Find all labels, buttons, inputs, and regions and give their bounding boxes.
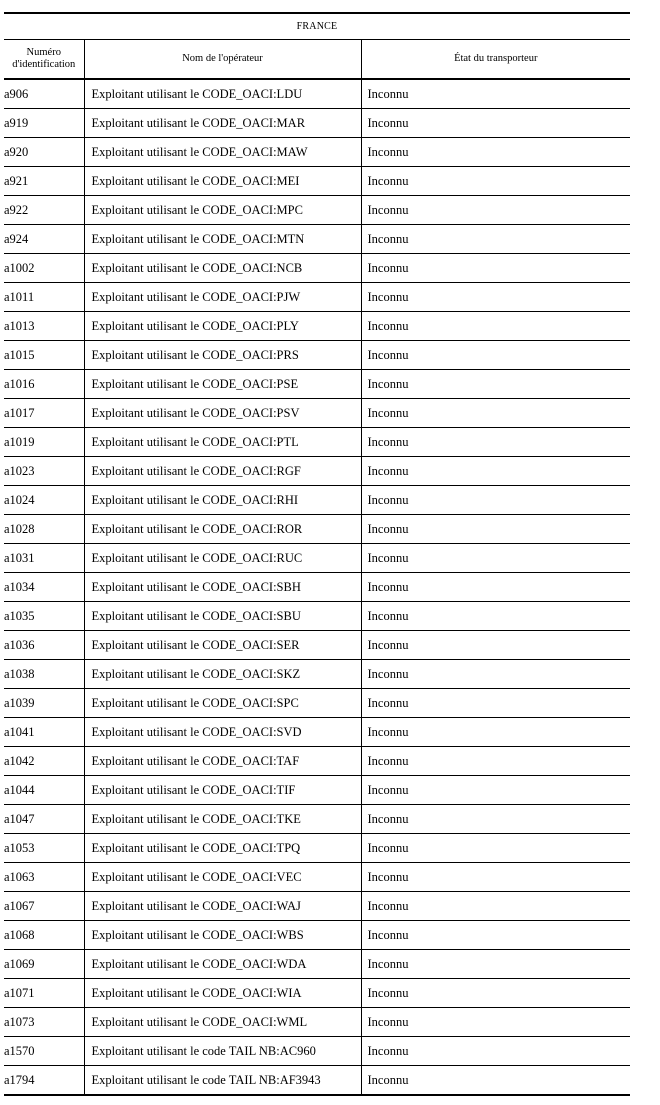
row-operator-cell: Exploitant utilisant le CODE_OACI:PSE [84, 370, 361, 399]
row-operator-cell: Exploitant utilisant le CODE_OACI:PJW [84, 283, 361, 312]
table-row [4, 515, 630, 544]
row-state-cell: Inconnu [361, 747, 630, 776]
table-row [4, 457, 630, 486]
row-operator-cell: Exploitant utilisant le CODE_OACI:MTN [84, 225, 361, 254]
row-operator-cell: Exploitant utilisant le CODE_OACI:PTL [84, 428, 361, 457]
table-row [4, 486, 630, 515]
row-state-cell: Inconnu [361, 834, 630, 863]
row-state-cell: Inconnu [361, 921, 630, 950]
row-operator-cell: Exploitant utilisant le CODE_OACI:WAJ [84, 892, 361, 921]
row-operator-cell: Exploitant utilisant le CODE_OACI:PSV [84, 399, 361, 428]
row-operator-cell: Exploitant utilisant le CODE_OACI:WBS [84, 921, 361, 950]
row-operator-cell: Exploitant utilisant le CODE_OACI:PRS [84, 341, 361, 370]
row-state-cell: Inconnu [361, 689, 630, 718]
header-id: Numéro d'identification [4, 40, 84, 80]
row-operator-cell: Exploitant utilisant le CODE_OACI:RUC [84, 544, 361, 573]
table-row [4, 312, 630, 341]
row-id-cell: a1013 [4, 312, 84, 341]
row-operator-cell: Exploitant utilisant le CODE_OACI:WIA [84, 979, 361, 1008]
row-operator-cell: Exploitant utilisant le CODE_OACI:MAW [84, 138, 361, 167]
row-state-cell: Inconnu [361, 138, 630, 167]
row-operator-cell: Exploitant utilisant le CODE_OACI:MAR [84, 109, 361, 138]
table-row [4, 167, 630, 196]
row-state-cell: Inconnu [361, 1066, 630, 1096]
row-state-cell: Inconnu [361, 225, 630, 254]
row-id-cell: a1028 [4, 515, 84, 544]
row-state-cell: Inconnu [361, 399, 630, 428]
header-state: État du transporteur [361, 40, 630, 80]
row-id-cell: a1570 [4, 1037, 84, 1066]
row-state-cell: Inconnu [361, 370, 630, 399]
row-state-cell: Inconnu [361, 602, 630, 631]
table-row [4, 399, 630, 428]
row-operator-cell: Exploitant utilisant le CODE_OACI:MEI [84, 167, 361, 196]
table-row [4, 950, 630, 979]
row-id-cell: a1034 [4, 573, 84, 602]
row-id-cell: a1069 [4, 950, 84, 979]
row-id-cell: a1044 [4, 776, 84, 805]
row-operator-cell: Exploitant utilisant le CODE_OACI:RGF [84, 457, 361, 486]
row-state-cell: Inconnu [361, 892, 630, 921]
table-row [4, 283, 630, 312]
row-state-cell: Inconnu [361, 457, 630, 486]
row-state-cell: Inconnu [361, 776, 630, 805]
row-state-cell: Inconnu [361, 79, 630, 109]
row-id-cell: a924 [4, 225, 84, 254]
row-state-cell: Inconnu [361, 1037, 630, 1066]
row-id-cell: a1002 [4, 254, 84, 283]
row-operator-cell: Exploitant utilisant le CODE_OACI:RHI [84, 486, 361, 515]
row-state-cell: Inconnu [361, 486, 630, 515]
row-state-cell: Inconnu [361, 341, 630, 370]
table-row [4, 979, 630, 1008]
row-id-cell: a906 [4, 79, 84, 109]
row-state-cell: Inconnu [361, 950, 630, 979]
header-row [4, 40, 630, 80]
row-id-cell: a919 [4, 109, 84, 138]
row-state-cell: Inconnu [361, 312, 630, 341]
row-operator-cell: Exploitant utilisant le CODE_OACI:SVD [84, 718, 361, 747]
table-row [4, 254, 630, 283]
row-state-cell: Inconnu [361, 109, 630, 138]
table-row [4, 428, 630, 457]
row-state-cell: Inconnu [361, 196, 630, 225]
row-id-cell: a921 [4, 167, 84, 196]
row-operator-cell: Exploitant utilisant le CODE_OACI:SBU [84, 602, 361, 631]
row-operator-cell: Exploitant utilisant le CODE_OACI:SER [84, 631, 361, 660]
table-row [4, 718, 630, 747]
row-state-cell: Inconnu [361, 283, 630, 312]
table-body [4, 79, 630, 1095]
row-operator-cell: Exploitant utilisant le CODE_OACI:TPQ [84, 834, 361, 863]
row-id-cell: a1053 [4, 834, 84, 863]
table-row [4, 631, 630, 660]
row-operator-cell: Exploitant utilisant le CODE_OACI:TAF [84, 747, 361, 776]
table-row [4, 921, 630, 950]
row-id-cell: a1023 [4, 457, 84, 486]
row-operator-cell: Exploitant utilisant le CODE_OACI:TKE [84, 805, 361, 834]
row-state-cell: Inconnu [361, 167, 630, 196]
table-row [4, 370, 630, 399]
table-row [4, 776, 630, 805]
row-operator-cell: Exploitant utilisant le CODE_OACI:MPC [84, 196, 361, 225]
header-operator: Nom de l'opérateur [84, 40, 361, 80]
row-id-cell: a1073 [4, 1008, 84, 1037]
table-row [4, 660, 630, 689]
row-id-cell: a1047 [4, 805, 84, 834]
row-state-cell: Inconnu [361, 428, 630, 457]
row-state-cell: Inconnu [361, 1008, 630, 1037]
row-id-cell: a1024 [4, 486, 84, 515]
row-state-cell: Inconnu [361, 979, 630, 1008]
country-row [4, 13, 630, 40]
row-state-cell: Inconnu [361, 515, 630, 544]
row-operator-cell: Exploitant utilisant le CODE_OACI:VEC [84, 863, 361, 892]
row-id-cell: a1036 [4, 631, 84, 660]
row-operator-cell: Exploitant utilisant le CODE_OACI:SBH [84, 573, 361, 602]
row-id-cell: a1067 [4, 892, 84, 921]
document-page [4, 12, 630, 1096]
row-id-cell: a1017 [4, 399, 84, 428]
table-row [4, 602, 630, 631]
table-row [4, 196, 630, 225]
row-id-cell: a1042 [4, 747, 84, 776]
table-row [4, 138, 630, 167]
table-row [4, 805, 630, 834]
table-row [4, 109, 630, 138]
row-id-cell: a1794 [4, 1066, 84, 1096]
table-row [4, 341, 630, 370]
row-id-cell: a1039 [4, 689, 84, 718]
table-row [4, 225, 630, 254]
row-operator-cell: Exploitant utilisant le CODE_OACI:SPC [84, 689, 361, 718]
row-state-cell: Inconnu [361, 631, 630, 660]
table-row [4, 863, 630, 892]
row-state-cell: Inconnu [361, 660, 630, 689]
table-row [4, 892, 630, 921]
row-state-cell: Inconnu [361, 573, 630, 602]
table-row [4, 573, 630, 602]
table-row [4, 1008, 630, 1037]
row-id-cell: a1019 [4, 428, 84, 457]
table-row [4, 79, 630, 109]
row-id-cell: a922 [4, 196, 84, 225]
row-operator-cell: Exploitant utilisant le CODE_OACI:TIF [84, 776, 361, 805]
row-operator-cell: Exploitant utilisant le CODE_OACI:ROR [84, 515, 361, 544]
table-row [4, 544, 630, 573]
row-operator-cell: Exploitant utilisant le CODE_OACI:WDA [84, 950, 361, 979]
row-state-cell: Inconnu [361, 718, 630, 747]
row-state-cell: Inconnu [361, 254, 630, 283]
row-id-cell: a1035 [4, 602, 84, 631]
row-id-cell: a1015 [4, 341, 84, 370]
row-operator-cell: Exploitant utilisant le CODE_OACI:SKZ [84, 660, 361, 689]
table-row [4, 1066, 630, 1096]
row-operator-cell: Exploitant utilisant le code TAIL NB:AC960 [84, 1037, 361, 1066]
country-title: FRANCE [4, 13, 630, 40]
row-state-cell: Inconnu [361, 544, 630, 573]
table-row [4, 689, 630, 718]
row-operator-cell: Exploitant utilisant le CODE_OACI:LDU [84, 79, 361, 109]
table-row [4, 1037, 630, 1066]
table-row [4, 747, 630, 776]
row-id-cell: a1041 [4, 718, 84, 747]
row-id-cell: a1038 [4, 660, 84, 689]
row-operator-cell: Exploitant utilisant le CODE_OACI:WML [84, 1008, 361, 1037]
row-id-cell: a1063 [4, 863, 84, 892]
row-id-cell: a1011 [4, 283, 84, 312]
row-id-cell: a1031 [4, 544, 84, 573]
row-id-cell: a920 [4, 138, 84, 167]
table-row [4, 834, 630, 863]
row-id-cell: a1068 [4, 921, 84, 950]
row-operator-cell: Exploitant utilisant le CODE_OACI:NCB [84, 254, 361, 283]
row-id-cell: a1016 [4, 370, 84, 399]
operators-table [4, 12, 630, 1096]
row-operator-cell: Exploitant utilisant le code TAIL NB:AF3943 [84, 1066, 361, 1096]
row-operator-cell: Exploitant utilisant le CODE_OACI:PLY [84, 312, 361, 341]
row-state-cell: Inconnu [361, 805, 630, 834]
row-state-cell: Inconnu [361, 863, 630, 892]
row-id-cell: a1071 [4, 979, 84, 1008]
